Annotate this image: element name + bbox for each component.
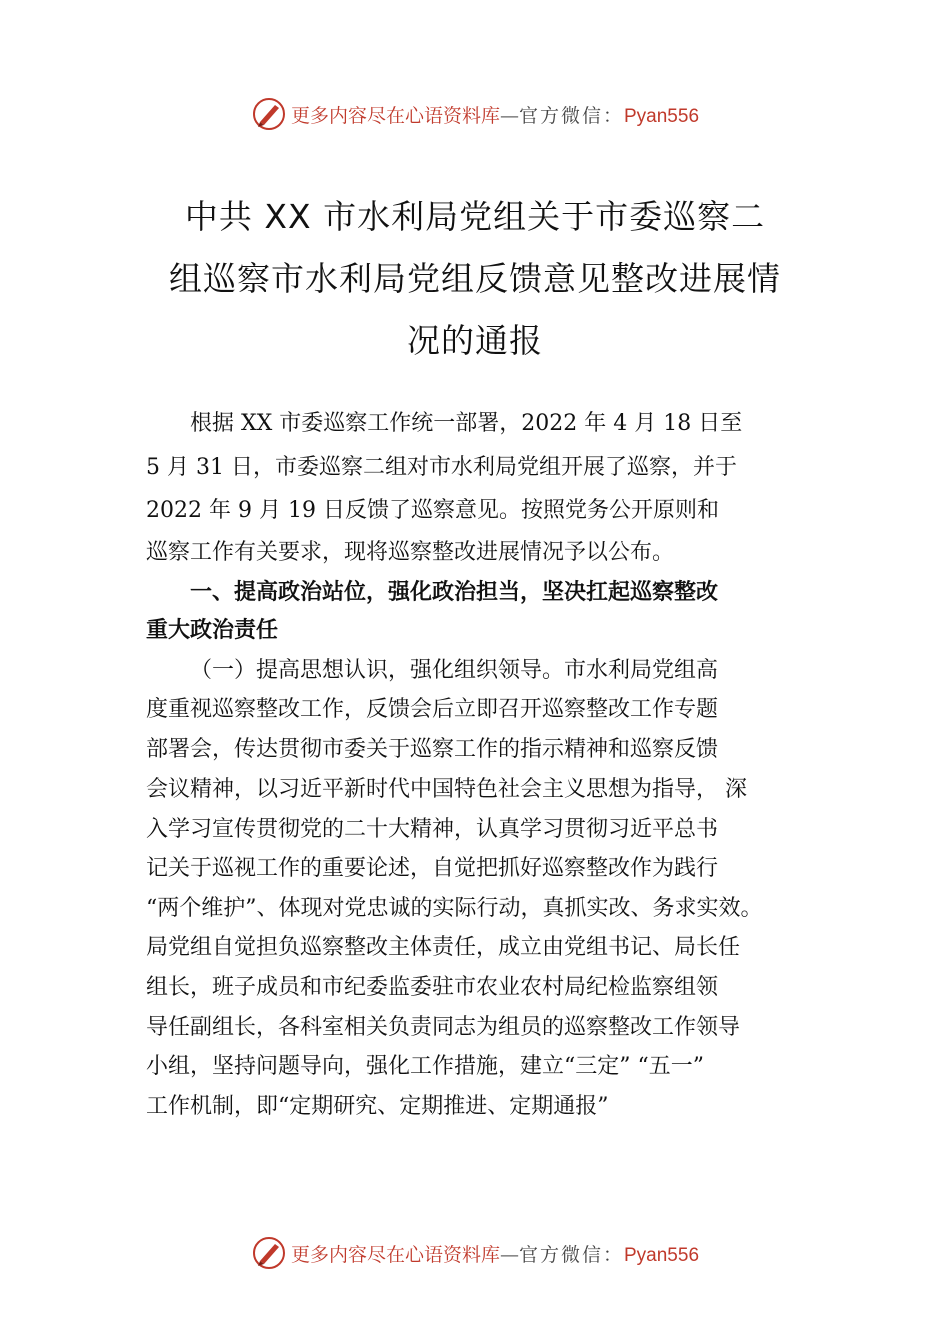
watermark-wechat-label: 官方微信： (518, 104, 624, 127)
paragraph-line: 会议精神，以习近平新时代中国特色社会主义思想为指导， 深 (146, 777, 747, 802)
watermark-text (291, 1240, 699, 1267)
paragraph-line: 局党组自觉担负巡察整改主体责任，成立由党组书记、局长任 (146, 935, 741, 960)
watermark-wechat-id: Pyan556 (624, 105, 700, 127)
paragraph-line: 部署会，传达贯彻市委关于巡察工作的指示精神和巡察反馈 (146, 737, 719, 762)
paragraph-line: 根据 XX 市委巡察工作统一部署，2022 年 4 月 18 日至 (190, 411, 743, 436)
pen-logo-icon (251, 96, 287, 132)
paragraph-line: 巡察工作有关要求，现将巡察整改进展情况予以公布。 (146, 540, 675, 565)
watermark-separator: — (499, 104, 519, 127)
paragraph-line: “两个维护”、体现对党忠诚的实际行动，真抓实改、务求实效。 (146, 896, 763, 921)
title-line: 中共 XX 市水利局党组关于市委巡察二 (184, 197, 766, 236)
watermark-banner-bottom (0, 1233, 950, 1273)
pen-logo-icon (251, 1235, 287, 1271)
paragraph-line: 小组，坚持问题导向，强化工作措施，建立“三定” “五一” (146, 1054, 704, 1079)
title-line: 组巡察市水利局党组反馈意见整改进展情 (169, 259, 781, 298)
paragraph-line: （一）提高思想认识，强化组织领导。市水利局党组高 (190, 658, 719, 683)
watermark-wechat-label: 官方微信： (518, 1243, 624, 1266)
title-line: 况的通报 (407, 321, 543, 360)
paragraph-line: 导任副组长，各科室相关负责同志为组员的巡察整改工作领导 (146, 1015, 741, 1040)
paragraph-line: 入学习宣传贯彻党的二十大精神，认真学习贯彻习近平总书 (146, 817, 719, 842)
paragraph-line: 组长，班子成员和市纪委监委驻市农业农村局纪检监察组领 (146, 975, 719, 1000)
section-heading-line: 重大政治责任 (146, 618, 279, 643)
paragraph-line: 工作机制，即“定期研究、定期推进、定期通报” (146, 1094, 609, 1119)
watermark-text (291, 101, 699, 128)
paragraph-line: 2022 年 9 月 19 日反馈了巡察意见。按照党务公开原则和 (146, 498, 719, 523)
watermark-site-name: 更多内容尽在心语资料库 (290, 104, 500, 127)
section-heading-line: 一、提高政治站位，强化政治担当，坚决扛起巡察整改 (190, 580, 719, 605)
watermark-wechat-id: Pyan556 (624, 1244, 700, 1266)
watermark-site-name: 更多内容尽在心语资料库 (290, 1243, 500, 1266)
watermark-banner-top (0, 94, 950, 134)
watermark-separator: — (499, 1243, 519, 1266)
paragraph-line: 记关于巡视工作的重要论述，自觉把抓好巡察整改作为践行 (146, 856, 719, 881)
document-title (140, 186, 810, 372)
paragraph-line: 度重视巡察整改工作，反馈会后立即召开巡察整改工作专题 (146, 697, 719, 722)
paragraph-line: 5 月 31 日，市委巡察二组对市水利局党组开展了巡察，并于 (146, 455, 737, 480)
